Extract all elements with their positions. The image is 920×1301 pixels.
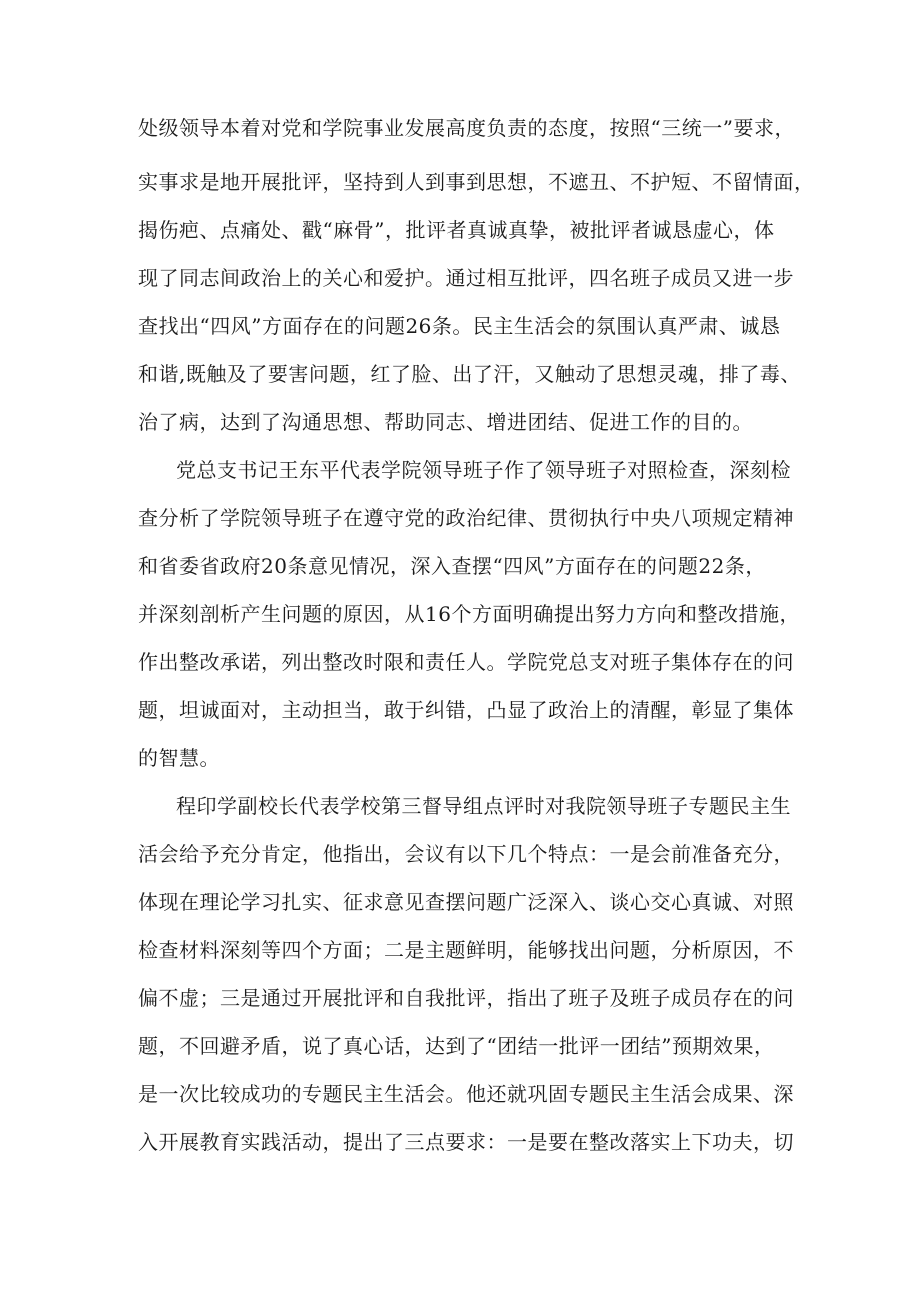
text-line: 查找出“四风”方面存在的问题26条。民主生活会的氛围认真严肃、诚恳 (138, 314, 781, 338)
text-line: 实事求是地开展批评，坚持到人到事到思想，不遮丑、不护短、不留情面， (138, 170, 815, 194)
text-line: 党总支书记王东平代表学院领导班子作了领导班子对照检查，深刻检 (176, 458, 791, 482)
text-line: 并深刻剖析产生问题的原因，从16个方面明确提出努力方向和整改措施， (138, 602, 800, 626)
text-line: 检查材料深刻等四个方面；二是主题鲜明，能够找出问题，分析原因，不 (138, 938, 794, 962)
text-line: 是一次比较成功的专题民主生活会。他还就巩固专题民主生活会成果、深 (138, 1082, 794, 1106)
text-line: 体现在理论学习扎实、征求意见查摆问题广泛深入、谈心交心真诚、对照 (138, 890, 794, 914)
text-line: 题，坦诚面对，主动担当，敢于纠错，凸显了政治上的清醒，彰显了集体 (138, 698, 794, 722)
text-line: 查分析了学院领导班子在遵守党的政治纪律、贯彻执行中央八项规定精神 (138, 506, 794, 530)
text-line: 作出整改承诺，列出整改时限和责任人。学院党总支对班子集体存在的问 (138, 650, 794, 674)
text-line: 题，不回避矛盾，说了真心话，达到了“团结一批评一团结”预期效果， (138, 1034, 775, 1058)
text-line: 处级领导本着对党和学院事业发展高度负责的态度，按照“三统一”要求， (138, 116, 795, 140)
text-line: 揭伤疤、点痛处、戳“麻骨”，批评者真诚真挚，被批评者诚恳虚心，体 (138, 218, 775, 242)
text-line: 现了同志间政治上的关心和爱护。通过相互批评，四名班子成员又进一步 (138, 266, 794, 290)
text-line: 的智慧。 (138, 746, 220, 770)
text-line: 偏不虚；三是通过开展批评和自我批评，指出了班子及班子成员存在的问 (138, 986, 794, 1010)
text-line: 治了病，达到了沟通思想、帮助同志、增进团结、促进工作的目的。 (138, 410, 753, 434)
text-line: 和省委省政府20条意见情况，深入查摆“四风”方面存在的问题22条， (138, 554, 766, 578)
text-line: 入开展教育实践活动，提出了三点要求：一是要在整改落实上下功夫，切 (138, 1130, 794, 1154)
text-line: 程印学副校长代表学校第三督导组点评时对我院领导班子专题民主生 (176, 794, 791, 818)
text-line: 和谐,既触及了要害问题，红了脸、出了汗，又触动了思想灵魂，排了毒、 (138, 362, 801, 386)
text-line: 活会给予充分肯定，他指出，会议有以下几个特点：一是会前准备充分， (138, 842, 794, 866)
